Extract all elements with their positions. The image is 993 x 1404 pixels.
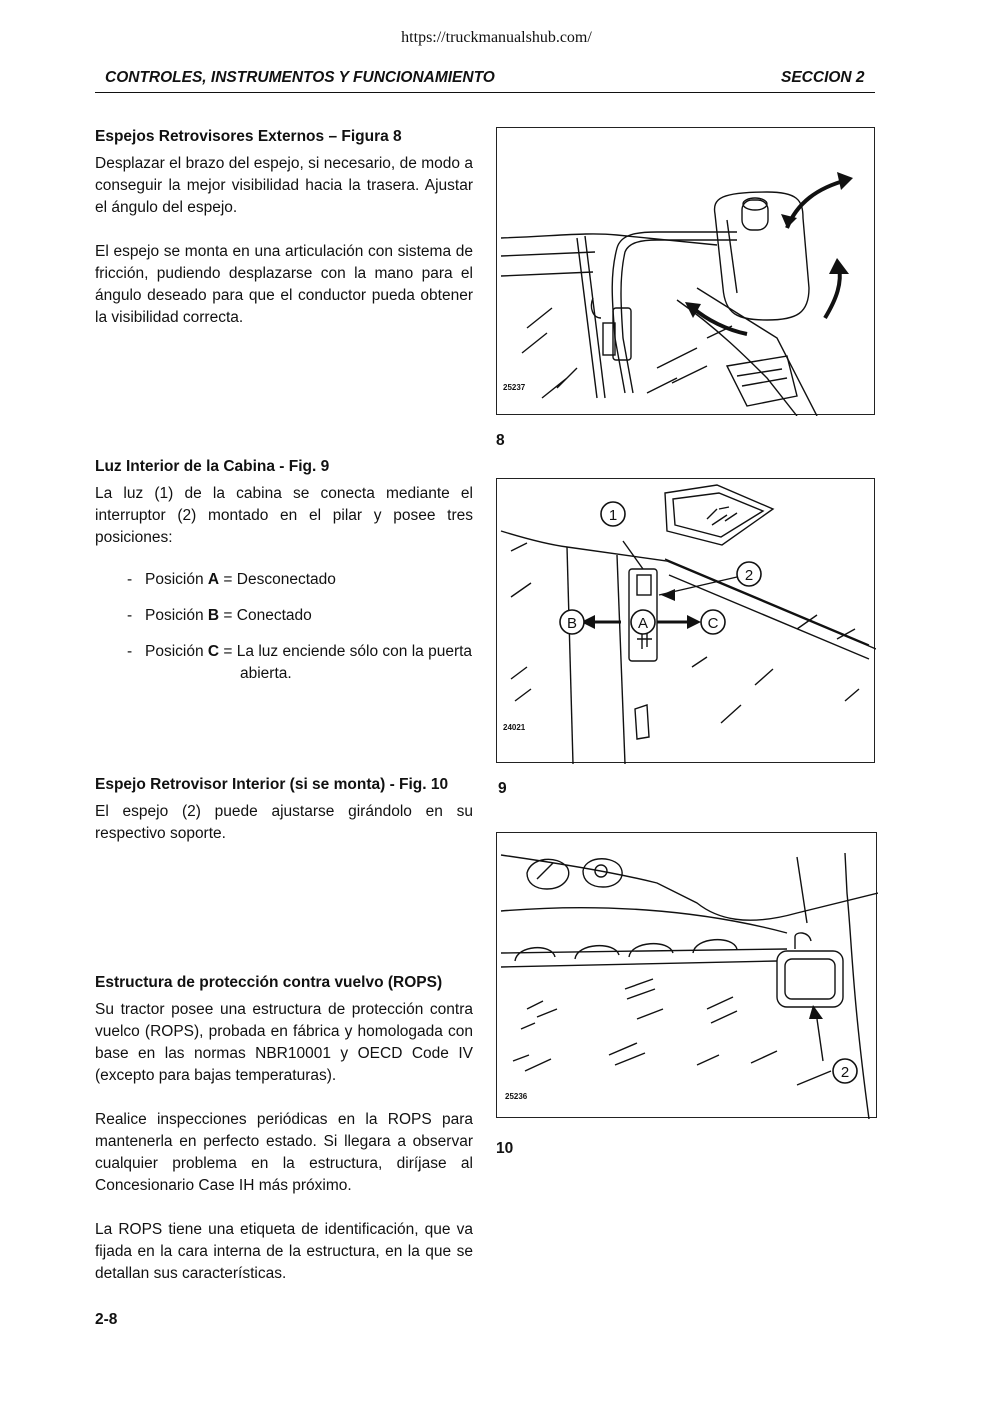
paragraph: Desplazar el brazo del espejo, si necesario, de modo a conseguir la mejor visibilidad hacia la trasera. Ajustar el ángulo del espejo. bbox=[95, 155, 473, 216]
list-item: - Posición C = La luz enciende sólo con la puerta abierta. bbox=[127, 641, 473, 685]
section-external-mirrors bbox=[95, 127, 473, 329]
page-number: 2-8 bbox=[95, 1311, 118, 1328]
position-letter: C bbox=[207, 643, 220, 660]
position-letter: B bbox=[207, 607, 220, 624]
position-text: = Desconectado bbox=[223, 571, 336, 588]
section-cab-light bbox=[95, 457, 473, 699]
figure-9-cab-light bbox=[496, 478, 875, 763]
position-prefix: Posición bbox=[145, 607, 204, 624]
position-prefix: Posición bbox=[145, 643, 204, 660]
figure-number: 9 bbox=[498, 780, 507, 797]
figure-10-interior-mirror bbox=[496, 832, 877, 1118]
position-text-continued: abierta. bbox=[240, 665, 292, 682]
callout-label: C bbox=[707, 615, 719, 632]
header-rule bbox=[95, 92, 875, 93]
section-title: Espejo Retrovisor Interior (si se monta) - Fig. 10 bbox=[95, 776, 449, 793]
section-header-number: SECCION 2 bbox=[781, 69, 865, 86]
source-url: https://truckmanualshub.com/ bbox=[401, 29, 592, 46]
figure-8-external-mirror bbox=[496, 127, 875, 415]
paragraph: La luz (1) de la cabina se conecta mediante el interruptor (2) montado en el pilar y posee tres posiciones: bbox=[95, 485, 473, 546]
figure-code: 24021 bbox=[503, 723, 526, 732]
list-item: - Posición A = Desconectado bbox=[127, 571, 336, 588]
interior-mirror-illustration bbox=[497, 833, 878, 1119]
section-title: Estructura de protección contra vuelvo (ROPS) bbox=[95, 974, 443, 991]
callout-label: A bbox=[637, 615, 649, 632]
paragraph: El espejo (2) puede ajustarse girándolo en su respectivo soporte. bbox=[95, 803, 473, 842]
list-item: - Posición B = Conectado bbox=[127, 607, 312, 624]
figure-code: 25236 bbox=[505, 1092, 528, 1101]
paragraph: Su tractor posee una estructura de protección contra vuelco (ROPS), probada en fábrica y homologada con base en las normas NBR10001 y OECD Code IV (excepto para bajas temperaturas). bbox=[95, 1001, 473, 1084]
paragraph: Realice inspecciones periódicas en la ROPS para mantenerla en perfecto estado. Si llegara a observar cualquier problema en la estructura, diríjase al Concesionario Case IH más próximo. bbox=[95, 1111, 473, 1194]
section-header-title: CONTROLES, INSTRUMENTOS Y FUNCIONAMIENTO bbox=[105, 69, 495, 86]
figure-number: 10 bbox=[496, 1140, 514, 1157]
section-rops bbox=[95, 973, 473, 1285]
position-list bbox=[127, 569, 473, 685]
section-interior-mirror bbox=[95, 775, 473, 845]
callout-label: 2 bbox=[744, 567, 754, 584]
callout-label: 1 bbox=[608, 507, 618, 524]
cab-light-illustration bbox=[497, 479, 876, 764]
figure-code: 25237 bbox=[503, 383, 526, 392]
position-prefix: Posición bbox=[145, 571, 204, 588]
external-mirror-illustration bbox=[497, 128, 876, 416]
position-text: = Conectado bbox=[223, 607, 312, 624]
paragraph: La ROPS tiene una etiqueta de identificación, que va fijada en la cara interna de la estructura, en la que se detallan sus características. bbox=[95, 1221, 473, 1282]
callout-label: B bbox=[566, 615, 578, 632]
position-letter: A bbox=[207, 571, 220, 588]
callout-label: 2 bbox=[840, 1064, 850, 1081]
position-text: = La luz enciende sólo con la puerta bbox=[223, 643, 473, 660]
section-title: Luz Interior de la Cabina - Fig. 9 bbox=[95, 458, 330, 475]
paragraph: El espejo se monta en una articulación con sistema de fricción, pudiendo desplazarse con la mano para el ángulo deseado para que el conductor pueda obtener la visibilidad correcta. bbox=[95, 243, 473, 326]
figure-number: 8 bbox=[496, 432, 505, 449]
section-title: Espejos Retrovisores Externos – Figura 8 bbox=[95, 128, 402, 145]
